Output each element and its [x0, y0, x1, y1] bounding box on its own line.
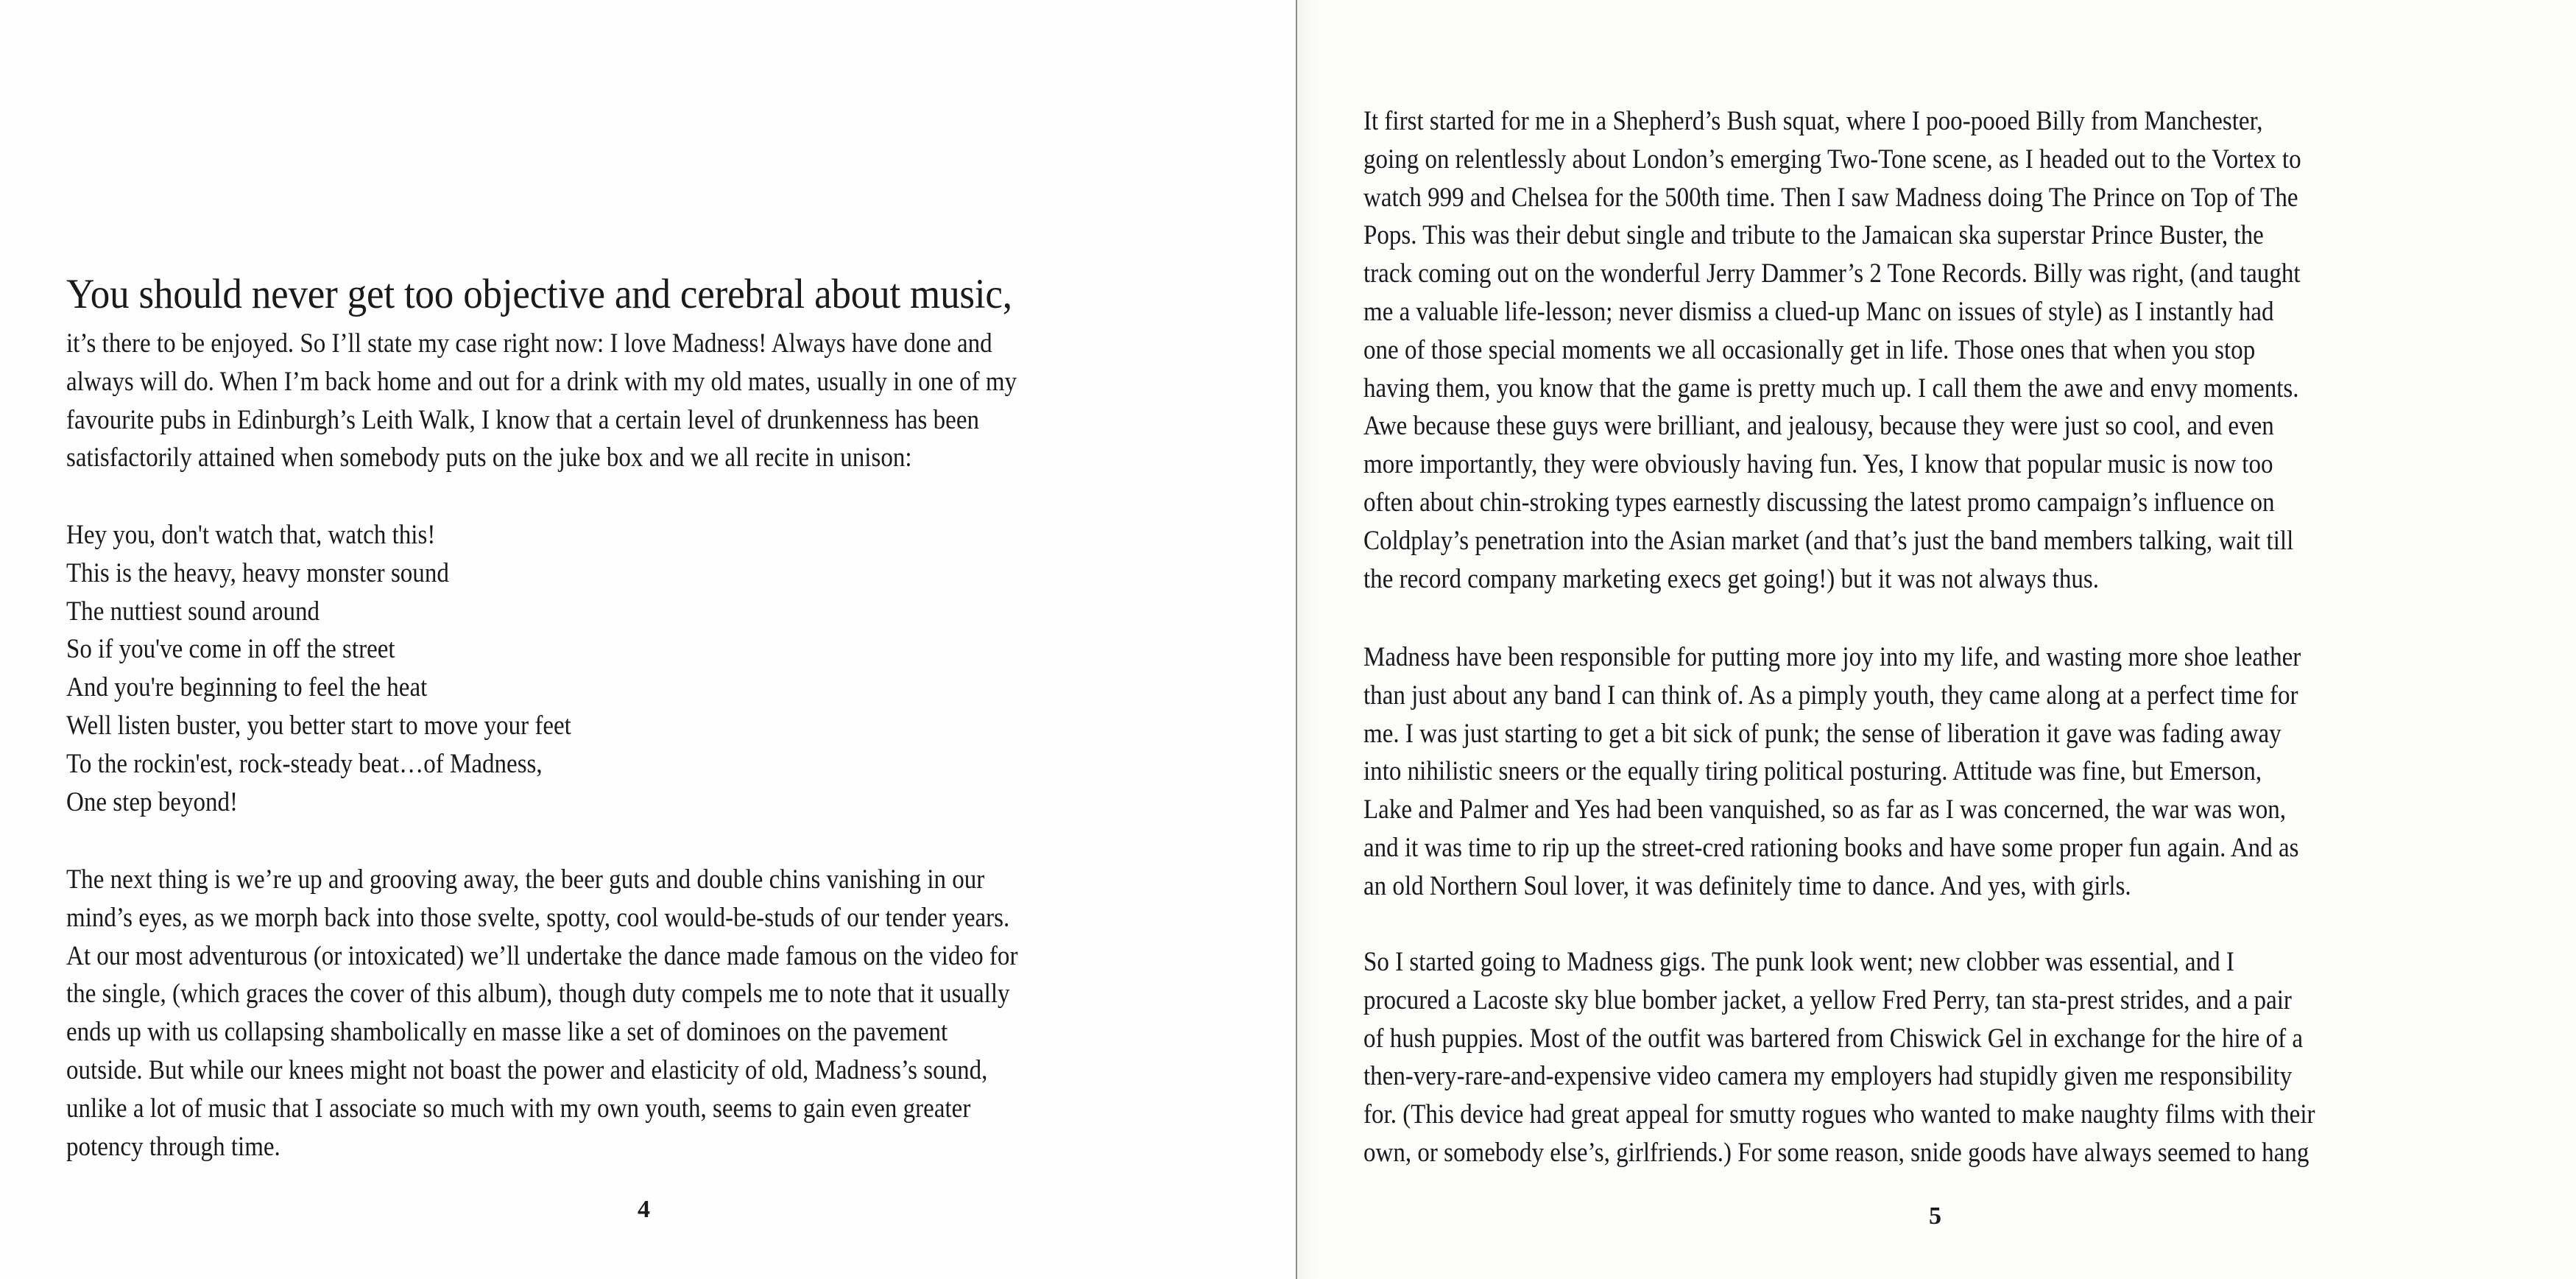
body-paragraph-2: [1363, 638, 2399, 905]
text-line: for. (This device had great appeal for smutty rogues who wanted to make naughty films with their: [1363, 1099, 2315, 1130]
page-number: 5: [1929, 1202, 1941, 1230]
text-line: The next thing is we’re up and grooving away, the beer guts and double chins vanishing in our: [66, 864, 985, 894]
page-number: 4: [638, 1196, 650, 1223]
text-line: it’s there to be enjoyed. So I’ll state my case right now: I love Madness! Always have done and: [66, 328, 992, 358]
text-line: procured a Lacoste sky blue bomber jacket, a yellow Fred Perry, tan sta-prest strides, and a pair: [1363, 984, 2292, 1015]
text-line: favourite pubs in Edinburgh’s Leith Walk, I know that a certain level of drunkenness has been: [66, 404, 980, 434]
lyric-line: To the rockin'est, rock-steady beat…of Madness,: [66, 747, 543, 778]
text-line: always will do. When I’m back home and out for a drink with my old mates, usually in one of my: [66, 365, 1017, 396]
lyric-line: Hey you, don't watch that, watch this!: [66, 519, 436, 549]
text-line: Coldplay’s penetration into the Asian market (and that’s just the band members talking, wait till: [1363, 524, 2294, 555]
text-line: of hush puppies. Most of the outfit was bartered from Chiswick Gel in exchange for the hire of a: [1363, 1022, 2304, 1053]
lyric-line: This is the heavy, heavy monster sound: [66, 557, 449, 588]
body-paragraph-1: [1363, 102, 2399, 597]
text-line: At our most adventurous (or intoxicated) we’ll undertake the dance made famous on the video for: [66, 940, 1018, 970]
text-line: than just about any band I can think of. As a pimply youth, they came along at a perfect time for: [1363, 679, 2298, 710]
text-line: more importantly, they were obviously having fun. Yes, I know that popular music is now too: [1363, 448, 2273, 479]
text-line: having them, you know that the game is pretty much up. I call them the awe and envy moments.: [1363, 372, 2299, 403]
text-line: So I started going to Madness gigs. The punk look went; new clobber was essential, and I: [1363, 946, 2234, 976]
text-line: and it was time to rip up the street-cred rationing books and have some proper fun again. And as: [1363, 831, 2299, 862]
text-line: Awe because these guys were brilliant, and jealousy, because they were just so cool, and even: [1363, 410, 2274, 441]
text-line: going on relentlessly about London’s emerging Two-Tone scene, as I headed out to the Vortex to: [1363, 143, 2301, 174]
lyric-line: One step beyond!: [66, 786, 239, 817]
page-heading: You should never get too objective and cerebral about music,: [66, 271, 1012, 317]
text-line: ends up with us collapsing shambolically en masse like a set of dominoes on the pavement: [66, 1016, 948, 1047]
text-line: then-very-rare-and-expensive video camera my employers had stupidly given me responsibility: [1363, 1060, 2293, 1091]
text-line: often about chin-stroking types earnestly discussing the latest promo campaign’s influence on: [1363, 486, 2275, 517]
text-line: mind’s eyes, as we morph back into those svelte, spotty, cool would-be-studs of our tender years.: [66, 901, 1010, 932]
body-paragraph-3: [1363, 942, 2415, 1171]
lyrics-block: [66, 515, 624, 820]
lyric-line: So if you've come in off the street: [66, 633, 395, 664]
spine-shadow: [1297, 0, 1319, 1279]
text-line: one of those special moments we all occasionally get in life. Those ones that when you stop: [1363, 334, 2256, 364]
lyric-line: And you're beginning to feel the heat: [66, 672, 428, 702]
intro-paragraph: [66, 324, 1117, 476]
lyric-line: The nuttiest sound around: [66, 595, 320, 626]
text-line: potency through time.: [66, 1130, 280, 1161]
text-line: an old Northern Soul lover, it was definitely time to dance. And yes, with girls.: [1363, 870, 2131, 901]
text-line: me a valuable life-lesson; never dismiss a clued-up Manc on issues of style) as I instantly had: [1363, 295, 2274, 326]
text-line: outside. But while our knees might not boast the power and elasticity of old, Madness’s sound,: [66, 1054, 988, 1085]
text-line: satisfactorily attained when somebody puts on the juke box and we all recite in unison:: [66, 442, 912, 473]
text-line: It first started for me in a Shepherd’s Bush squat, where I poo-pooed Billy from Manchester,: [1363, 105, 2263, 135]
text-line: own, or somebody else’s, girlfriends.) For some reason, snide goods have always seemed to hang: [1363, 1136, 2309, 1167]
text-line: Madness have been responsible for putting more joy into my life, and wasting more shoe leather: [1363, 641, 2301, 672]
text-line: Lake and Palmer and Yes had been vanquished, so as far as I was concerned, the war was won,: [1363, 794, 2287, 825]
text-line: watch 999 and Chelsea for the 500th time. Then I saw Madness doing The Prince on Top of The: [1363, 181, 2298, 212]
text-line: track coming out on the wonderful Jerry Dammer’s 2 Tone Records. Billy was right, (and taught: [1363, 258, 2301, 289]
lyric-line: Well listen buster, you better start to move your feet: [66, 709, 571, 740]
text-line: me. I was just starting to get a bit sick of punk; the sense of liberation it gave was fading away: [1363, 717, 2282, 748]
text-line: the single, (which graces the cover of this album), though duty compels me to note that it usually: [66, 978, 1010, 1009]
text-line: the record company marketing execs get going!) but it was not always thus.: [1363, 563, 2099, 593]
text-line: into nihilistic sneers or the equally tiring political posturing. Attitude was fine, but Emerson,: [1363, 755, 2262, 786]
body-paragraph: [66, 860, 1118, 1165]
text-line: unlike a lot of music that I associate so much with my own youth, seems to gain even greater: [66, 1092, 971, 1123]
text-line: Pops. This was their debut single and tribute to the Jamaican ska superstar Prince Buster, the: [1363, 219, 2264, 250]
right-page: [1297, 0, 2576, 1279]
